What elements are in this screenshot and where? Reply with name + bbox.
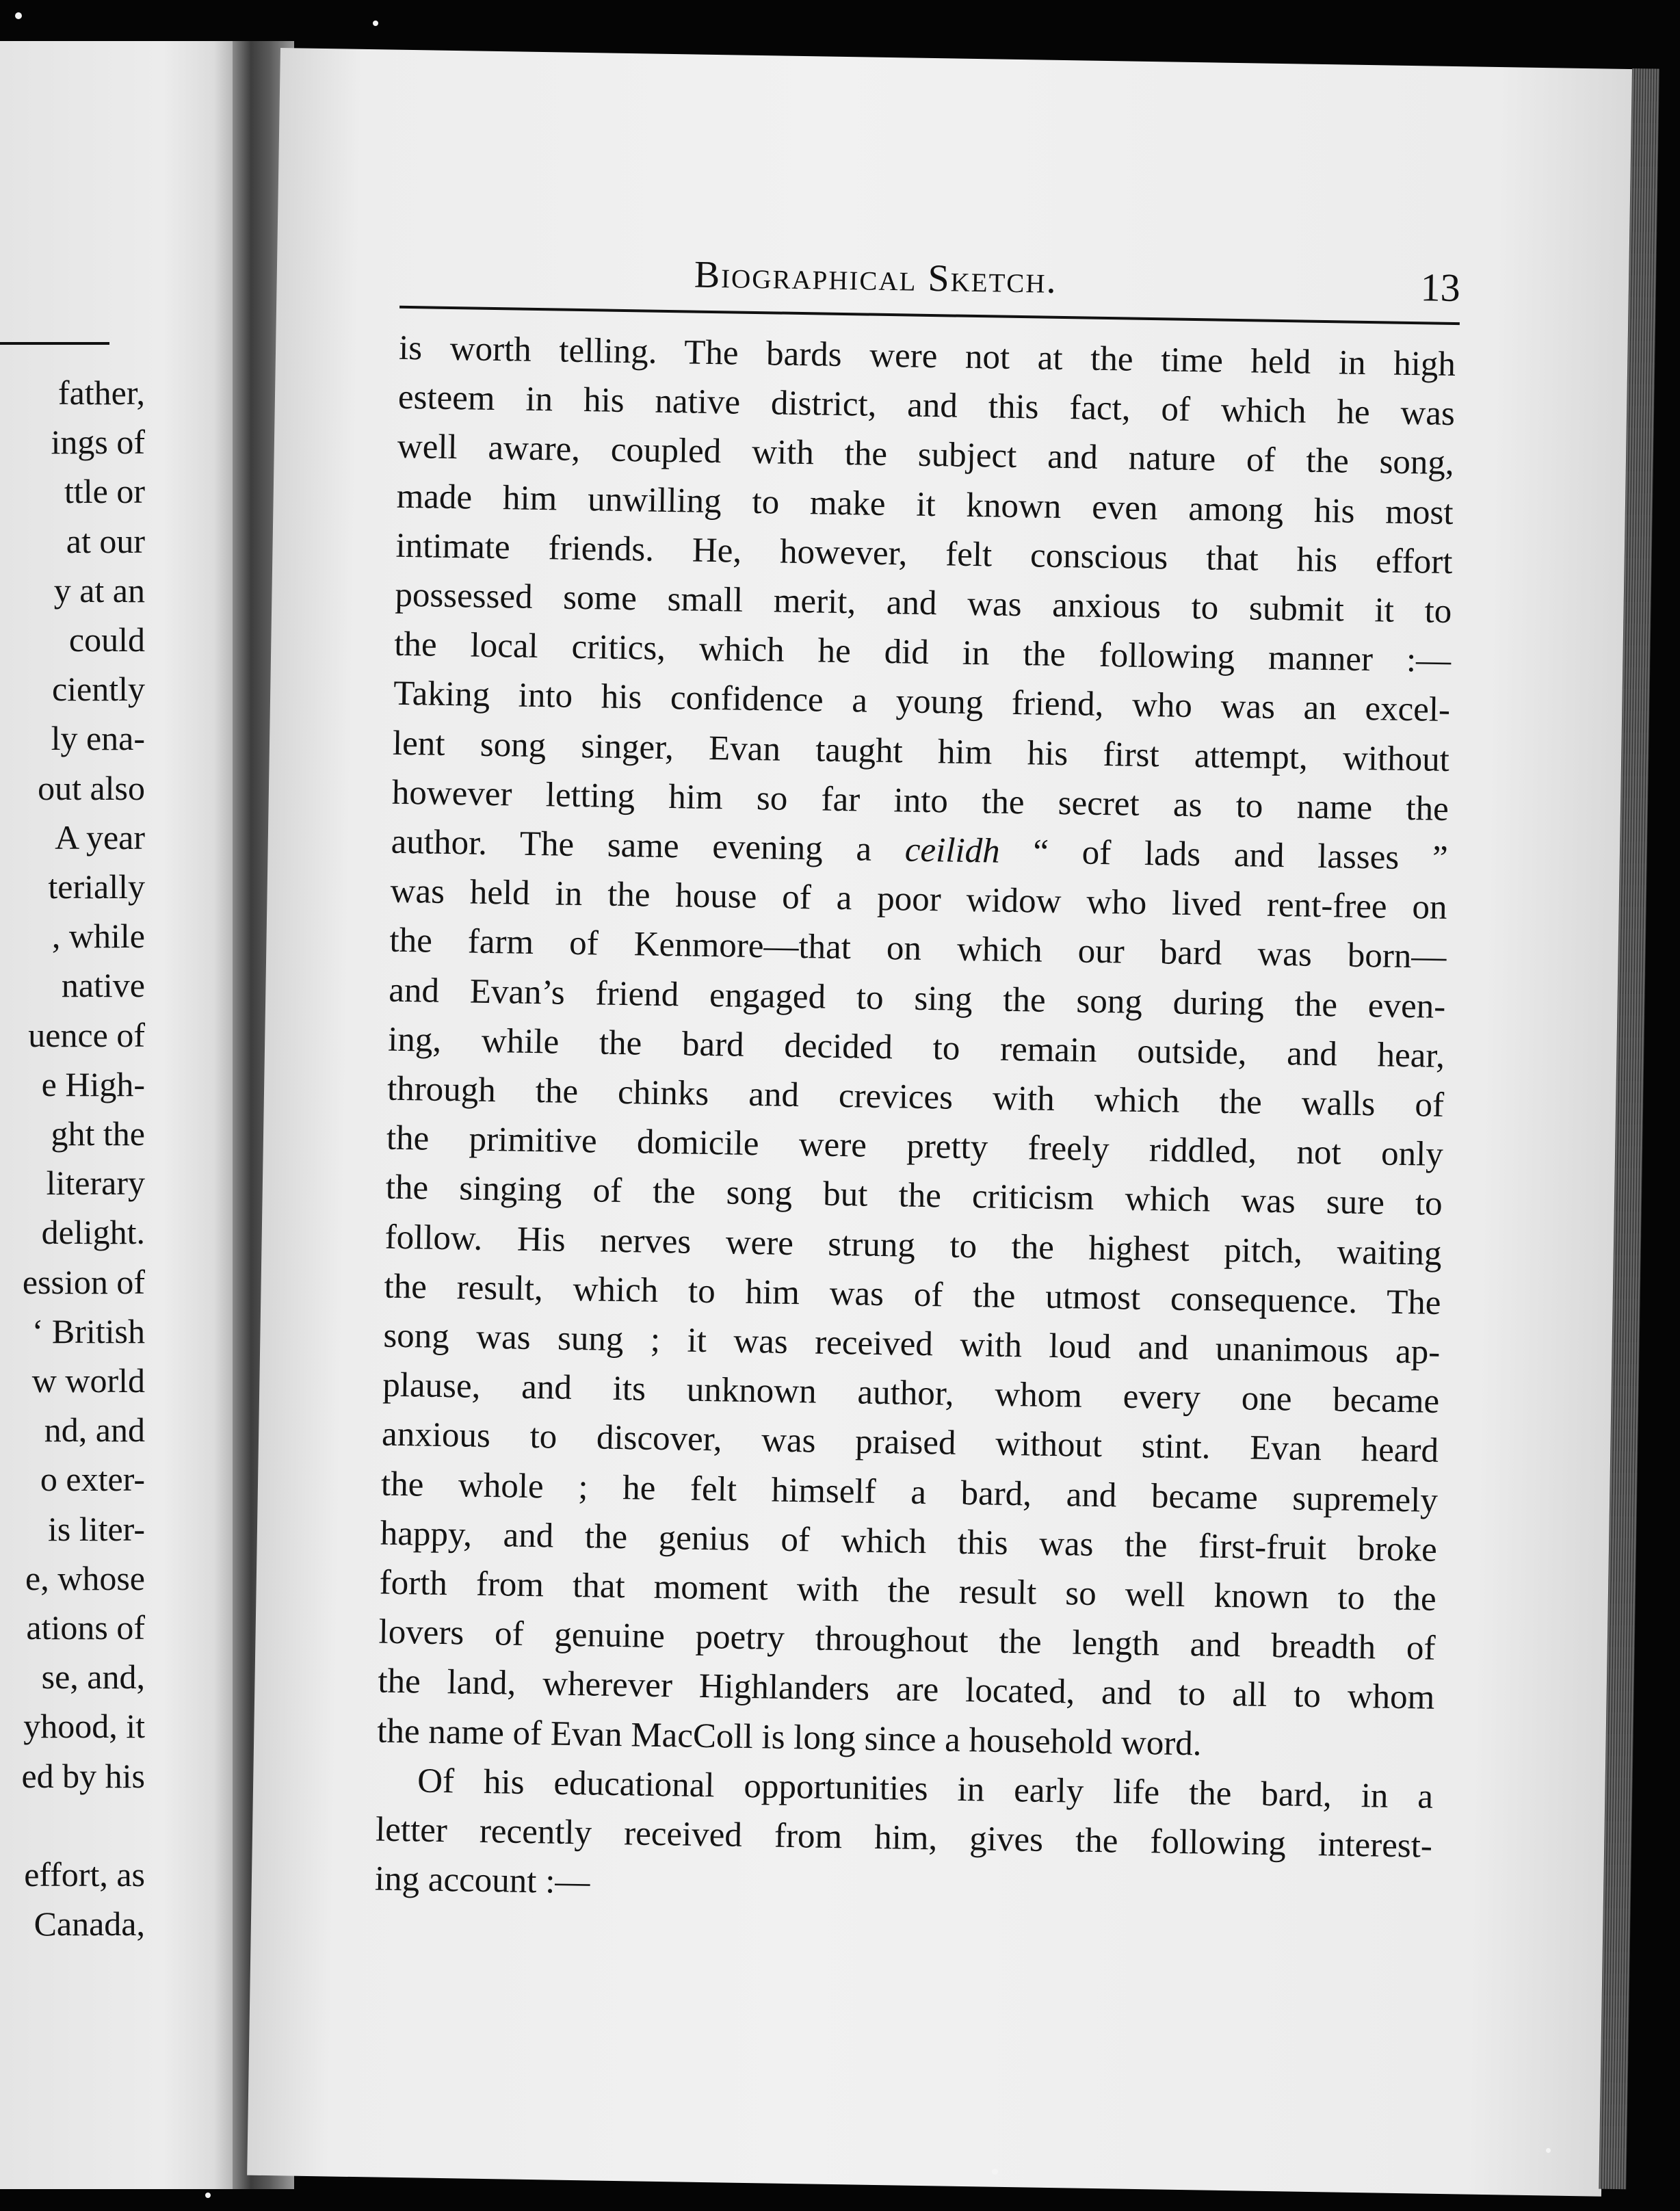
- previous-page-line: se, and,: [41, 1658, 145, 1697]
- previous-page-line: father,: [57, 374, 145, 412]
- scan-speck: [205, 2193, 211, 2198]
- text-line: the farm of Kenmore—that on which our bard was born—: [389, 921, 1447, 977]
- text-line: song was sung ; it was received with loud and unanimous ap-: [383, 1316, 1441, 1372]
- text-line: Taking into his confidence a young friend, who was an excel-: [393, 675, 1451, 730]
- paragraph: [374, 1755, 1433, 1920]
- text-line: letter recently received from him, gives the following interest-: [375, 1810, 1433, 1866]
- text-line: the whole ; he felt himself a bard, and became supremely: [380, 1465, 1439, 1520]
- text-line: the primitive domicile were pretty freely riddled, not only: [386, 1118, 1444, 1175]
- previous-page-line: effort, as: [24, 1855, 145, 1894]
- text-line: happy, and the genius of which this was the first-fruit broke: [380, 1514, 1438, 1569]
- text-line: plause, and its unknown author, whom every one became: [382, 1365, 1440, 1422]
- previous-page-line: e High-: [41, 1064, 145, 1103]
- previous-page-line: ciently: [51, 670, 145, 709]
- body-text: [374, 324, 1456, 1920]
- previous-page-line: out also: [38, 768, 145, 807]
- previous-page-line: ed by his: [21, 1756, 145, 1795]
- previous-page-line: terially: [48, 867, 145, 906]
- previous-page-line: o exter-: [40, 1460, 145, 1499]
- running-head: Biographical Sketch.: [694, 253, 1058, 302]
- text-line: however letting him so far into the secret as to name the: [391, 773, 1449, 828]
- previous-page-line: ly ena-: [51, 719, 145, 758]
- text-line: Of his educational opportunities in early life the bard, in a: [417, 1762, 1434, 1816]
- text-line: intimate friends. He, however, felt conscious that his effort: [395, 526, 1453, 581]
- header-rule: [399, 306, 1460, 325]
- text-line: ing account :—: [374, 1859, 590, 1902]
- previous-page-line: yhood, it: [23, 1707, 145, 1746]
- previous-page-text: [0, 368, 145, 1948]
- scan-speck: [373, 21, 378, 26]
- previous-page-header-rule: [0, 342, 109, 345]
- text-line: is worth telling. The bards were not at the time held in high: [398, 328, 1456, 384]
- scan-speck: [15, 12, 22, 19]
- previous-page-line: uence of: [28, 1015, 145, 1054]
- text-line: anxious to discover, was praised without stint. Evan heard: [381, 1415, 1439, 1471]
- text-line: made him unwilling to make it known even among his most: [396, 477, 1454, 532]
- italic-term: ceilidh: [904, 830, 1001, 871]
- page-header: [399, 248, 1460, 319]
- paragraph: [377, 324, 1456, 1772]
- previous-page-line: could: [68, 620, 145, 659]
- previous-page-line: e, whose: [25, 1558, 145, 1597]
- text-line: ing, while the bard decided to remain outside, and hear,: [387, 1020, 1445, 1075]
- previous-page-line: delight.: [41, 1213, 145, 1252]
- text-line: the land, wherever Highlanders are located, and to all to whom: [378, 1662, 1435, 1718]
- previous-page-line: w world: [31, 1361, 145, 1400]
- text-line: was held in the house of a poor widow who lived rent-free on: [390, 872, 1447, 928]
- previous-page-line: is liter-: [47, 1509, 145, 1548]
- scan-speck: [1546, 2148, 1551, 2153]
- text-line: lent song singer, Evan taught him his first attempt, without: [392, 724, 1450, 779]
- previous-page-line: ttle or: [64, 472, 145, 511]
- current-page: [247, 48, 1635, 2197]
- previous-page-line: literary: [46, 1164, 145, 1203]
- previous-page-line: , while: [51, 917, 145, 956]
- text-line: esteem in his native district, and this fact, of which he was: [397, 378, 1456, 434]
- text-line: the result, which to him was of the utmost consequence. The: [384, 1267, 1441, 1322]
- previous-page-line: ‘ British: [31, 1311, 145, 1350]
- previous-page-line: ations of: [26, 1608, 145, 1647]
- previous-page-line: ght the: [51, 1114, 145, 1153]
- text-line: forth from that moment with the result so well known to the: [379, 1563, 1437, 1619]
- previous-page-paragraph-gap: [0, 1801, 145, 1850]
- text-line: and Evan’s friend engaged to sing the song during the even-: [388, 971, 1446, 1026]
- text-line: the name of Evan MacColl is long since a household word.: [376, 1712, 1202, 1764]
- text-line: lovers of genuine poetry throughout the length and breadth of: [378, 1612, 1436, 1669]
- text-line: through the chinks and crevices with which the walls of: [386, 1069, 1445, 1125]
- previous-page-line: y at an: [53, 571, 145, 610]
- text-line: author. The same evening a ceilidh “ of lads and lasses ”: [391, 822, 1449, 878]
- previous-page-line: Canada,: [34, 1905, 145, 1944]
- scan-speck: [992, 2169, 998, 2175]
- text-line: the local critics, which he did in the following manner :—: [393, 625, 1452, 681]
- page-number: 13: [1420, 265, 1461, 311]
- previous-page-line: nd, and: [44, 1411, 145, 1450]
- text-line: follow. His nerves were strung to the highest pitch, waiting: [384, 1218, 1442, 1273]
- previous-page-line: ession of: [22, 1262, 145, 1301]
- text-line: possessed some small merit, and was anxious to submit it to: [395, 575, 1452, 631]
- text-line: well aware, coupled with the subject and nature of the song,: [397, 428, 1455, 483]
- previous-page-fragment: [0, 41, 233, 2189]
- text-line: the singing of the song but the criticism which was sure to: [385, 1168, 1443, 1224]
- previous-page-line: at our: [66, 521, 145, 560]
- previous-page-line: native: [61, 966, 145, 1005]
- previous-page-line: A year: [55, 817, 145, 856]
- previous-page-line: ings of: [51, 423, 145, 462]
